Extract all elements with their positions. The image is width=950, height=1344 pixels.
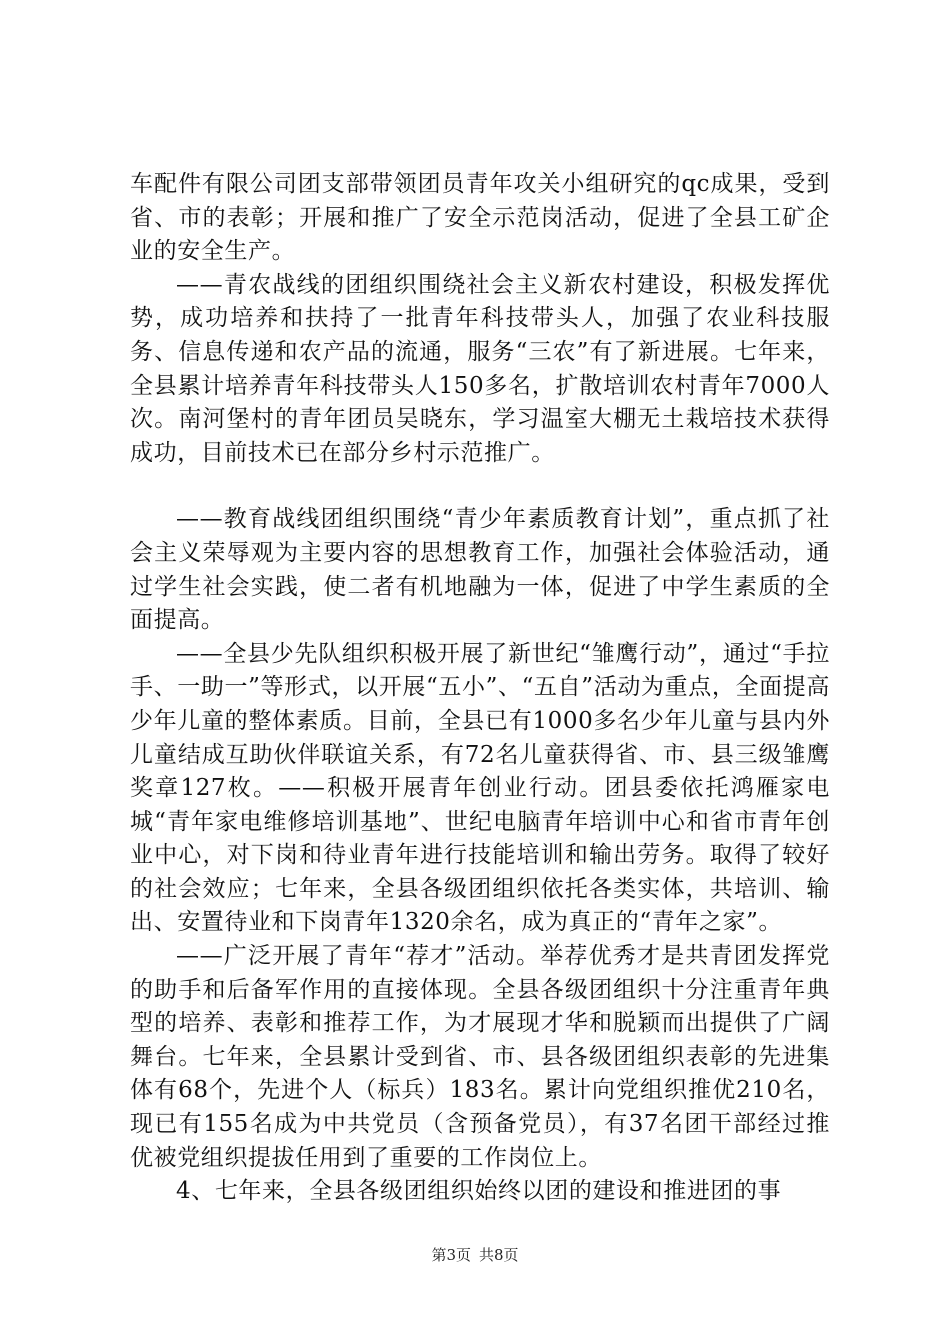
paragraph-young-pioneers: ——全县少先队组织积极开展了新世纪“雏鹰行动”，通过“手拉手、一助一”等形式，以开展“五小”、“五自”活动为重点，全面提高少年儿童的整体素质。目前，全县已有1000多名少年儿童与县内外儿童结成互助伙伴联谊关系，有72名儿童获得省、市、县三级雏鹰奖章127枚。——积极开展青年创业行动。团县委依托鸿雁家电城“青年家电维修培训基地”、世纪电脑青年培训中心和省市青年创业中心，对下岗和待业青年进行技能培训和输出劳务。取得了较好的社会效应；七年来，全县各级团组织依托各类实体，共培训、输出、安置待业和下岗青年1320余名，成为真正的“青年之家”。 <box>130 640 830 936</box>
page-number: 第3页 <box>431 1246 471 1264</box>
paragraph-talent-recommendation: ——广泛开展了青年“荐才”活动。举荐优秀才是共青团发挥党的助手和后备军作用的直接体现。全县各级团组织十分注重青年典型的培养、表彰和推荐工作，为才展现才华和脱颖而出提供了广阔舞台。七年来，全县累计受到省、市、县各级团组织表彰的先进集体有68个，先进个人（标兵）183名。累计向党组织推优210名，现已有155名成为中共党员（含预备党员），有37名团干部经过推优被党组织提拔任用到了重要的工作岗位上。 <box>130 943 830 1171</box>
paragraph-youth-agriculture: ——青农战线的团组织围绕社会主义新农村建设，积极发挥优势，成功培养和扶持了一批青年科技带头人，加强了农业科技服务、信息传递和农产品的流通，服务“三农”有了新进展。七年来，全县累计培养青年科技带头人150多名，扩散培训农村青年7000人次。南河堡村的青年团员吴晓东，学习温室大棚无土栽培技术获得成功，目前技术已在部分乡村示范推广。 <box>130 271 830 466</box>
paragraph-continuation: 车配件有限公司团支部带领团员青年攻关小组研究的qc成果，受到省、市的表彰；开展和推广了安全示范岗活动，促进了全县工矿企业的安全生产。 <box>130 171 830 265</box>
page-total: 共8页 <box>479 1246 519 1264</box>
paragraph-education: ——教育战线团组织围绕“青少年素质教育计划”，重点抓了社会主义荣辱观为主要内容的思想教育工作，加强社会体验活动，通过学生社会实践，使二者有机地融为一体，促进了中学生素质的全面提高。 <box>130 506 830 634</box>
document-body <box>130 168 830 1209</box>
paragraph-section-4: 4、七年来，全县各级团组织始终以团的建设和推进团的事 <box>176 1178 782 1205</box>
page-footer <box>0 1245 950 1265</box>
